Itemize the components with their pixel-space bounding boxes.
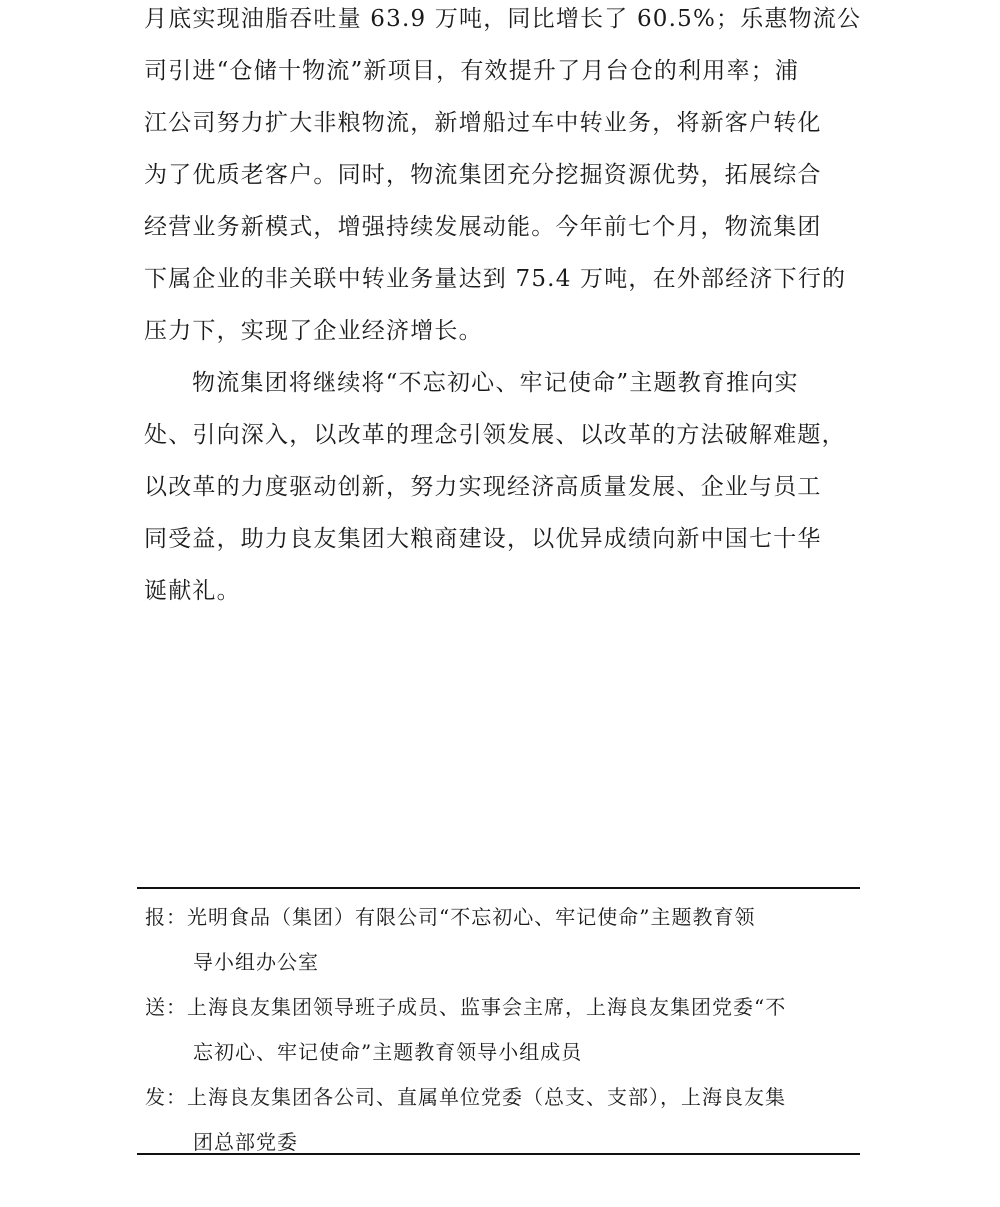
send-to-entry [145,985,860,1075]
issue-to-line: 发：上海良友集团各公司、直属单位党委（总支、支部），上海良友集 [145,1085,786,1109]
text-line: 经营业务新模式，增强持续发展动能。今年前七个月，物流集团 [144,214,822,240]
report-to-line: 报：光明食品（集团）有限公司“不忘初心、牢记使命”主题教育领 [145,905,756,929]
text-line: 月底实现油脂吞吐量 63.9 万吨，同比增长了 60.5%；乐惠物流公 [144,6,862,32]
send-to-line: 忘初心、牢记使命”主题教育领导小组成员 [193,1040,583,1064]
text-line: 同受益，助力良友集团大粮商建设，以优异成绩向新中国七十华 [144,526,822,552]
text-line: 下属企业的非关联中转业务量达到 75.4 万吨，在外部经济下行的 [144,266,847,292]
text-line: 物流集团将继续将“不忘初心、牢记使命”主题教育推向实 [192,370,799,396]
text-line: 为了优质老客户。同时，物流集团充分挖掘资源优势，拓展综合 [144,162,822,188]
paragraph-1 [144,0,860,357]
issue-to-entry [145,1075,860,1165]
send-to-line: 送：上海良友集团领导班子成员、监事会主席，上海良友集团党委“不 [145,995,787,1019]
text-line: 压力下，实现了企业经济增长。 [144,318,483,344]
paragraph-2 [144,357,860,617]
text-line: 司引进“仓储十物流”新项目，有效提升了月台仓的利用率；浦 [144,58,800,84]
text-line: 以改革的力度驱动创新，努力实现经济高质量发展、企业与员工 [144,474,822,500]
document-body [144,0,860,617]
text-line: 诞献礼。 [144,578,241,604]
distribution-block [137,887,860,1155]
report-to-line: 导小组办公室 [193,950,319,974]
text-line: 江公司努力扩大非粮物流，新增船过车中转业务，将新客户转化 [144,110,822,136]
text-line: 处、引向深入，以改革的理念引领发展、以改革的方法破解难题， [144,422,846,448]
issue-to-line: 团总部党委 [193,1130,298,1154]
report-to-entry [145,895,860,985]
